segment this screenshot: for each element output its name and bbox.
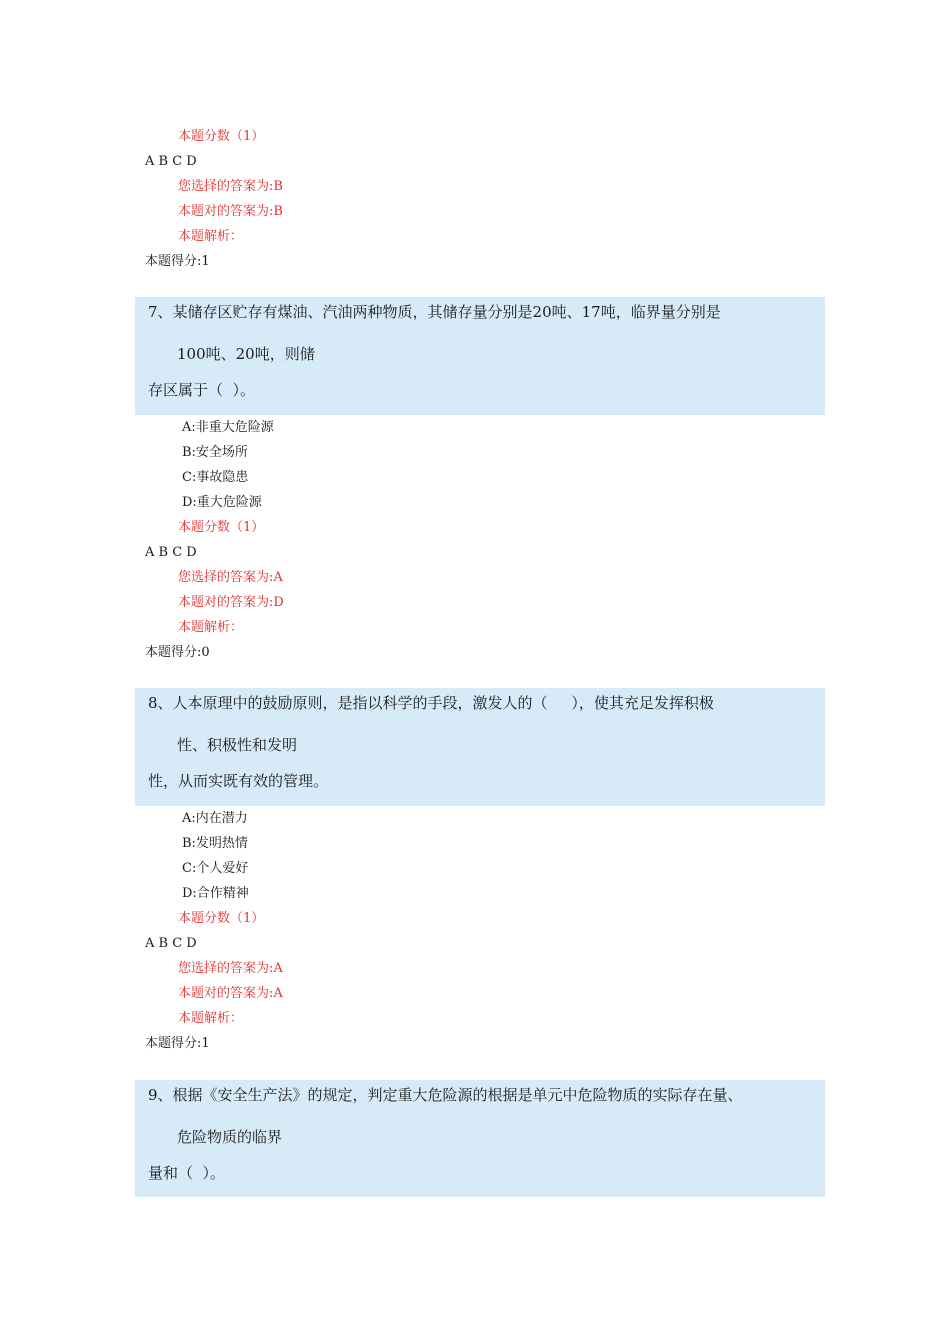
q6-score-label: 本题分数（1） xyxy=(178,129,265,144)
q7-option-c: C:事故隐患 xyxy=(182,470,249,485)
q7-option-a: A:非重大危险源 xyxy=(182,420,274,435)
q9-question-box xyxy=(135,1080,825,1197)
q8-score-label: 本题分数（1） xyxy=(178,911,265,926)
q6-correct-answer: 本题对的答案为:B xyxy=(178,204,283,219)
q6-your-answer: 您选择的答案为:B xyxy=(178,179,283,194)
q8-question-line3: 性，从而实既有效的管理。 xyxy=(148,772,329,790)
q7-score-label: 本题分数（1） xyxy=(178,520,265,535)
q8-analysis: 本题解析： xyxy=(178,1011,244,1026)
q7-question-line2: 100吨、20吨，则储 xyxy=(177,345,315,363)
q7-analysis: 本题解析： xyxy=(178,620,244,635)
q8-option-c: C:个人爱好 xyxy=(182,861,249,876)
q9-question-line1: 9、根据《安全生产法》的规定，判定重大危险源的根据是单元中危险物质的实际存在量、 xyxy=(148,1086,743,1104)
q8-option-d: D:合作精神 xyxy=(182,886,249,901)
q9-question-line2: 危险物质的临界 xyxy=(177,1128,283,1146)
q8-option-b: B:发明热情 xyxy=(182,836,248,851)
q7-choices: A B C D xyxy=(145,545,197,560)
q7-correct-answer: 本题对的答案为:D xyxy=(178,595,284,610)
q6-choices: A B C D xyxy=(145,154,197,169)
q8-correct-answer: 本题对的答案为:A xyxy=(178,986,283,1001)
q6-analysis: 本题解析： xyxy=(178,229,244,244)
q7-your-answer: 您选择的答案为:A xyxy=(178,570,283,585)
q7-option-b: B:安全场所 xyxy=(182,445,248,460)
q6-points: 本题得分:1 xyxy=(145,254,210,269)
q8-question-line1: 8、人本原理中的鼓励原则，是指以科学的手段，激发人的（ ），使其充足发挥积极 xyxy=(148,694,714,712)
q7-option-d: D:重大危险源 xyxy=(182,495,262,510)
q7-points: 本题得分:0 xyxy=(145,645,210,660)
q7-question-box xyxy=(135,297,825,415)
q8-points: 本题得分:1 xyxy=(145,1036,210,1051)
q8-choices: A B C D xyxy=(145,936,197,951)
q8-question-line2: 性、积极性和发明 xyxy=(177,736,298,754)
q8-option-a: A:内在潜力 xyxy=(182,811,248,826)
q8-your-answer: 您选择的答案为:A xyxy=(178,961,283,976)
q9-question-line3: 量和（ ）。 xyxy=(148,1164,226,1182)
q7-question-line1: 7、某储存区贮存有煤油、汽油两种物质，其储存量分别是20吨、17吨，临界量分别是 xyxy=(148,303,721,321)
q8-question-box xyxy=(135,688,825,806)
q7-question-line3: 存区属于（ ）。 xyxy=(148,381,256,399)
